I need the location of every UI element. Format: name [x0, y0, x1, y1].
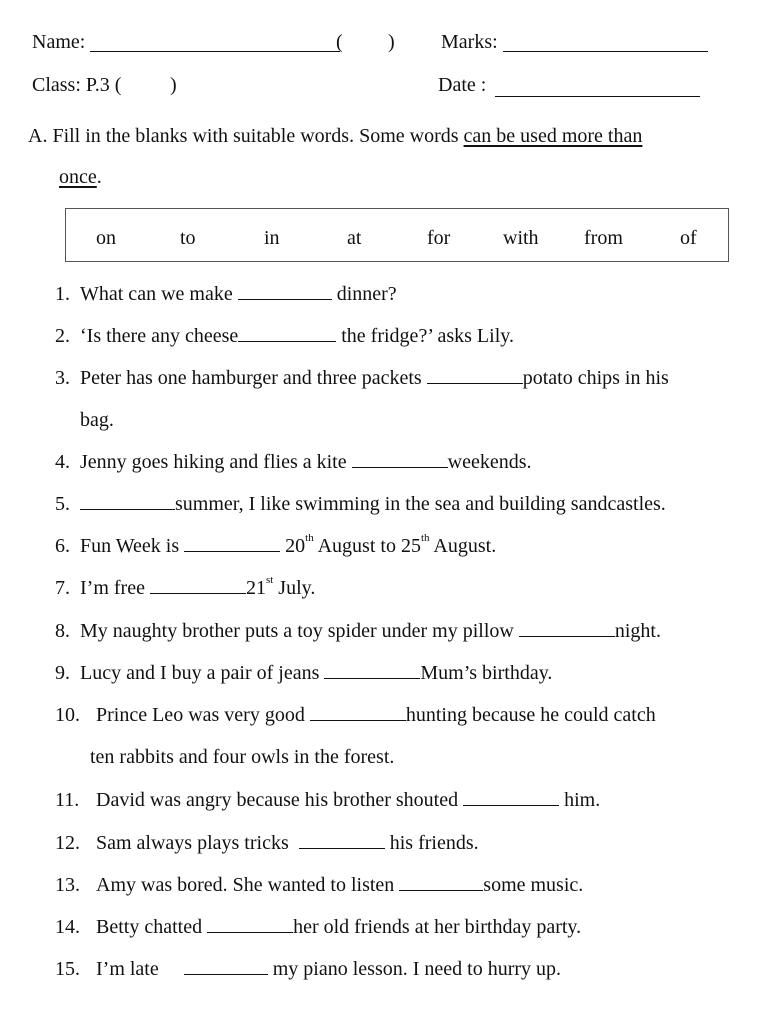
answer-blank[interactable]: [352, 466, 448, 468]
word-bank-item: with: [503, 227, 539, 249]
question-number: 6.: [55, 535, 70, 557]
class-close-paren: ): [170, 74, 177, 96]
question-text: Fun Week is: [80, 535, 185, 557]
question-3-continuation: bag.: [80, 409, 114, 431]
instruction-text: A. Fill in the blanks with suitable words. Some words: [28, 125, 464, 147]
answer-blank[interactable]: [207, 931, 293, 933]
word-bank-item: of: [680, 227, 697, 249]
question-text: my piano lesson. I need to hurry up.: [267, 958, 562, 980]
question-number: 3.: [55, 367, 70, 389]
question-number: 2.: [55, 325, 70, 347]
question-text: her old friends at her birthday party.: [293, 916, 582, 938]
instruction-line-2: [59, 167, 102, 187]
question-text: Jenny goes hiking and flies a kite: [80, 451, 352, 473]
answer-blank[interactable]: [463, 804, 559, 806]
question-number: 15.: [55, 958, 80, 980]
answer-blank[interactable]: [80, 508, 175, 510]
answer-blank[interactable]: [238, 298, 332, 300]
question-12: [96, 833, 479, 853]
question-10: [96, 705, 656, 725]
date-number: 21: [245, 577, 266, 599]
question-number: 5.: [55, 493, 70, 515]
class-label: Class: P.3 (: [32, 74, 122, 96]
date-label: Date :: [438, 74, 487, 96]
word-bank-item: for: [427, 227, 451, 249]
question-text: Amy was bored. She wanted to listen: [96, 874, 400, 896]
word-bank-item: to: [180, 227, 196, 249]
question-number: 12.: [55, 832, 80, 854]
question-number: 11.: [55, 789, 80, 811]
question-number: 1.: [55, 283, 70, 305]
question-text: summer, I like swimming in the sea and building sandcastles.: [175, 493, 666, 515]
answer-blank[interactable]: [184, 973, 268, 975]
question-8: [80, 621, 661, 641]
date-number: 20: [285, 535, 306, 557]
question-text: I’m late: [96, 958, 164, 980]
marks-blank[interactable]: [503, 50, 708, 52]
name-blank[interactable]: [90, 50, 340, 52]
word-bank-item: on: [96, 227, 116, 249]
question-11: [96, 790, 600, 810]
question-number: 14.: [55, 916, 80, 938]
answer-blank[interactable]: [519, 635, 615, 637]
question-2: [80, 326, 514, 346]
ordinal-suffix: st: [265, 574, 274, 586]
question-14: [96, 917, 581, 937]
question-text: night.: [614, 620, 661, 642]
answer-blank[interactable]: [299, 847, 385, 849]
question-number: 7.: [55, 577, 70, 599]
marks-label: Marks:: [441, 31, 498, 53]
question-text: Peter has one hamburger and three packets: [80, 367, 427, 389]
word-bank-item: from: [584, 227, 623, 249]
answer-blank[interactable]: [310, 719, 406, 721]
question-text: weekends.: [447, 451, 532, 473]
class-number-open-paren: (: [336, 31, 343, 53]
answer-blank[interactable]: [399, 889, 483, 891]
question-10-continuation: ten rabbits and four owls in the forest.: [90, 746, 395, 768]
ordinal-suffix: th: [420, 532, 430, 544]
question-text: July.: [273, 577, 316, 599]
date-blank[interactable]: [495, 95, 700, 97]
question-13: [96, 875, 583, 895]
answer-blank[interactable]: [427, 382, 523, 384]
question-text: David was angry because his brother shouted: [96, 789, 464, 811]
question-text: Sam always plays tricks: [96, 832, 294, 854]
question-text: hunting because he could catch: [405, 704, 656, 726]
question-text: potato chips in his: [522, 367, 669, 389]
question-text: ‘Is there any cheese: [80, 325, 239, 347]
question-text: the fridge?’ asks Lily.: [336, 325, 514, 347]
answer-blank[interactable]: [184, 550, 280, 552]
question-text: August.: [429, 535, 497, 557]
class-number-close-paren: ): [388, 31, 395, 53]
question-number: 9.: [55, 662, 70, 684]
question-number: 13.: [55, 874, 80, 896]
ordinal-suffix: th: [305, 532, 314, 544]
name-label: Name:: [32, 31, 86, 53]
question-text: August to 25: [313, 535, 421, 557]
instruction-period: .: [96, 166, 102, 188]
question-text: his friends.: [384, 832, 479, 854]
question-text: Betty chatted: [96, 916, 208, 938]
question-text: My naughty brother puts a toy spider under my pillow: [80, 620, 519, 642]
answer-blank[interactable]: [324, 677, 420, 679]
question-4: [80, 452, 531, 472]
question-text: What can we make: [80, 283, 238, 305]
word-bank-box: [65, 208, 729, 262]
question-text: Mum’s birthday.: [420, 662, 553, 684]
question-6: [80, 532, 497, 557]
answer-blank[interactable]: [150, 592, 246, 594]
question-5: [80, 494, 666, 514]
question-text: him.: [559, 789, 601, 811]
question-text: Lucy and I buy a pair of jeans: [80, 662, 325, 684]
question-text: Prince Leo was very good: [96, 704, 310, 726]
question-text: dinner?: [331, 283, 397, 305]
word-bank-item: at: [347, 227, 362, 249]
question-7: [80, 574, 316, 599]
question-number: 10.: [55, 704, 80, 726]
answer-blank[interactable]: [238, 340, 336, 342]
word-bank-item: in: [264, 227, 280, 249]
question-1: [80, 284, 397, 304]
instruction-underlined-once: once: [59, 166, 97, 188]
question-number: 8.: [55, 620, 70, 642]
question-number: 4.: [55, 451, 70, 473]
question-text: I’m free: [80, 577, 150, 599]
question-9: [80, 663, 552, 683]
instruction-underlined: can be used more than: [463, 125, 643, 147]
instruction-line-1: [28, 126, 642, 146]
question-text: some music.: [483, 874, 584, 896]
question-15: [96, 959, 561, 979]
question-3: [80, 368, 669, 388]
